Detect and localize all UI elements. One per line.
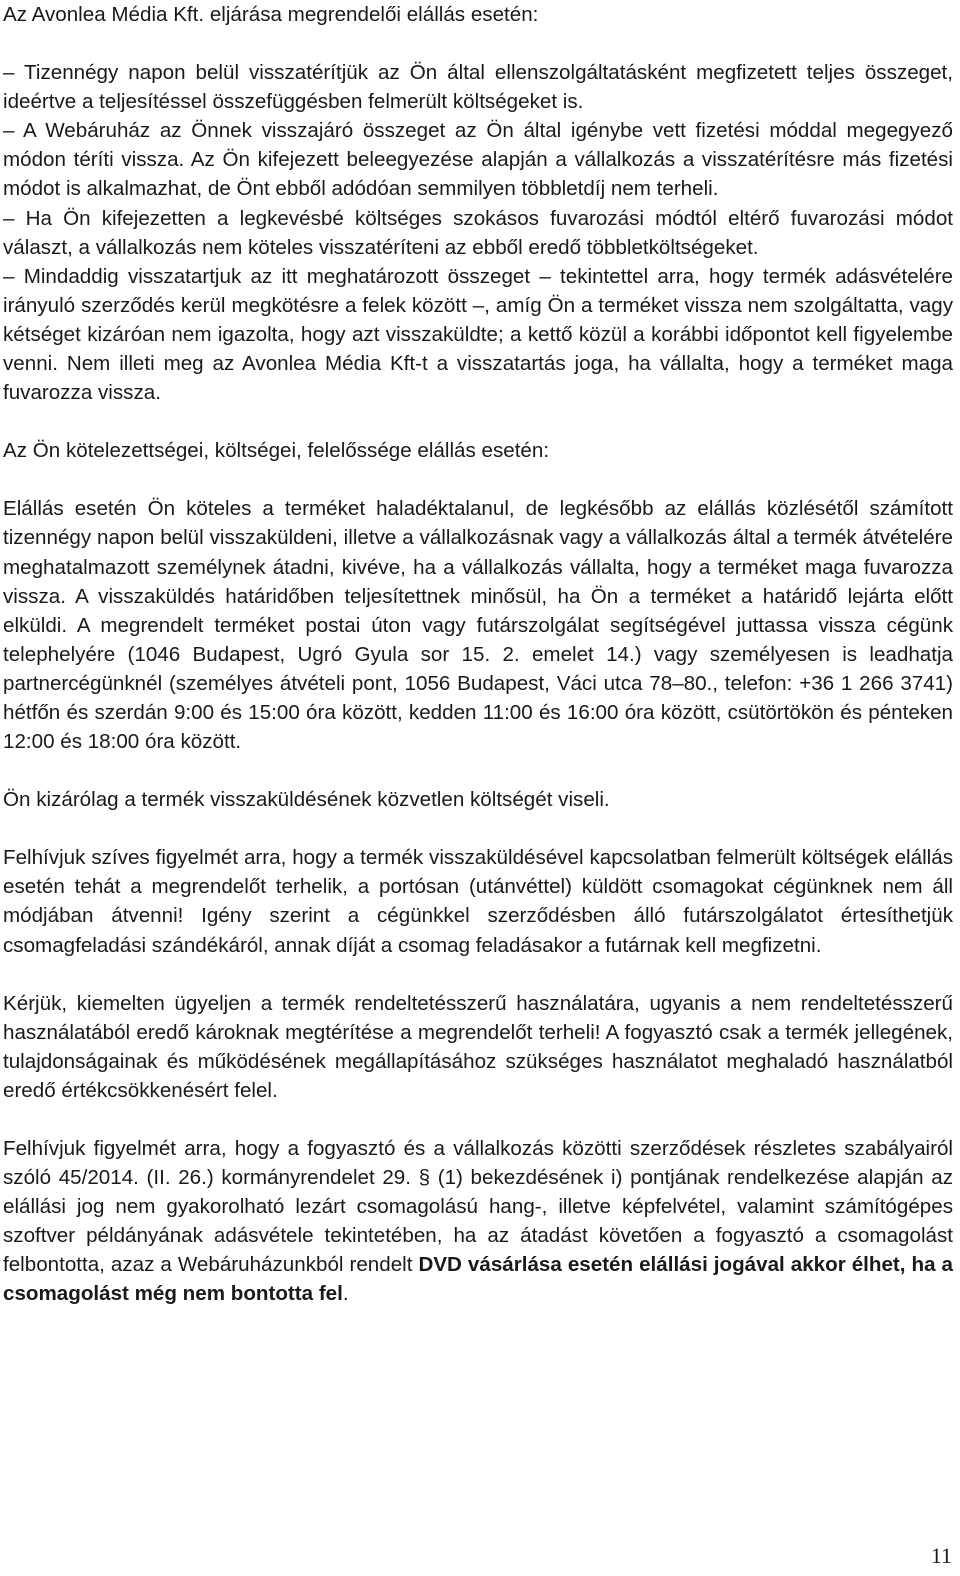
refund-procedure-list	[3, 58, 953, 407]
dvd-exception-text: Felhívjuk figyelmét arra, hogy a fogyasztó és a vállalkozás közötti szerződések részletes szabályairól szóló 45/2014. (II. 26.) kormányrendelet 29. § (1) bekezdésének i) pontjának rendelkezése alapján az elállási jog nem gyakorolható lezárt csomagolású hang-, illetve képfelvétel, valamint számítógépes szoftver példányának adásvétele tekintetében, ha az átadást követően a fogyasztó a csomagolást felbontotta, azaz a Webáruházunkból rendelt	[3, 1137, 953, 1277]
dvd-exception-end: .	[342, 1282, 349, 1306]
bullet-shipping-cost: – Ha Ön kifejezetten a legkevésbé költséges szokásos fuvarozási módtól eltérő fuvarozási módot választ, a vállalkozás nem köteles visszatéríteni az ebből eredő többletköltségeket.	[3, 206, 953, 259]
postage-notice-paragraph: Felhívjuk szíves figyelmét arra, hogy a termék visszaküldésével kapcsolatban felmerült költségek elállás esetén tehát a megrendelőt terhelik, a portósan (utánvéttel) küldött csomagokat cégünknek nem áll módjában átvenni! Igény szerint a cégünkkel szerződésben álló futárszolgálatot értesíthetjük csomagfeladási szándékáról, annak díját a csomag feladásakor a futárnak kell megfizetni.	[3, 846, 953, 957]
intro-line: Az Avonlea Média Kft. eljárása megrendelői elállás esetén:	[3, 3, 539, 26]
obligations-heading: Az Ön kötelezettségei, költségei, felelőssége elállás esetén:	[3, 439, 550, 463]
bullet-retention: – Mindaddig visszatartjuk az itt meghatározott összeget – tekintettel arra, hogy termék adásvételére irányuló szerződés kerül megkötésre a felek között –, amíg Ön a terméket vissza nem szolgáltatta, vagy kétséget kizáróan nem igazolta, hogy azt visszaküldte; a kettő közül a korábbi időpontot kell figyelembe venni. Nem illeti meg az Avonlea Média Kft-t a visszatartás joga, ha vállalta, hogy a terméket maga fuvarozza vissza.	[3, 264, 953, 405]
dvd-exception-paragraph	[3, 1134, 953, 1309]
page-number: 11	[930, 1543, 952, 1568]
direct-cost-paragraph: Ön kizárólag a termék visszaküldésének közvetlen költségét viseli.	[3, 788, 610, 812]
document-page	[3, 0, 953, 1309]
bullet-refund-method: – A Webáruház az Önnek visszajáró összeget az Ön által igénybe vett fizetési móddal megegyező módon téríti vissza. Az Ön kifejezett beleegyezése alapján a vállalkozás a visszatérítésre más fizetési módot is alkalmazhat, de Önt ebből adódóan semmilyen többletdíj nem terheli.	[3, 119, 953, 201]
proper-use-paragraph: Kérjük, kiemelten ügyeljen a termék rendeltetésszerű használatára, ugyanis a nem rendeltetésszerű használatából eredő károknak megtérítése a megrendelőt terheli! A fogyasztó csak a termék jellegének, tulajdonságainak és működésének megállapításához szükséges használatot meghaladó használatból eredő értékcsökkenésért felel.	[3, 991, 953, 1102]
return-instructions-paragraph: Elállás esetén Ön köteles a terméket haladéktalanul, de legkésőbb az elállás közlésétől számított tizennégy napon belül visszaküldeni, illetve a vállalkozásnak vagy a vállalkozás által a termék átvételére meghatalmazott személynek átadni, kivéve, ha a vállalkozás vállalta, hogy a terméket maga fuvarozza vissza. A visszaküldés határidőben teljesítettnek minősül, ha Ön a terméket a határidő lejárta előtt elküldi. A megrendelt terméket postai úton vagy futárszolgálat segítségével juttassa vissza cégünk telephelyére (1046 Budapest, Ugró Gyula sor 15. 2. emelet 14.) vagy személyesen is leadhatja partnercégünknél (személyes átvételi pont, 1056 Budapest, Váci utca 78–80., telefon: +36 1 266 3741) hétfőn és szerdán 9:00 és 15:00 óra között, kedden 11:00 és 16:00 óra között, csütörtökön és pénteken 12:00 és 18:00 óra között.	[3, 497, 953, 754]
bullet-refund-timing: – Tizennégy napon belül visszatérítjük az Ön által ellenszolgáltatásként megfizetett teljes összeget, ideértve a teljesítéssel összefüggésben felmerült költségeket is.	[3, 61, 953, 114]
dvd-exception-bold: DVD vásárlása esetén elállási jogával akkor élhet, ha a csomagolást még nem bontotta fel	[3, 1253, 953, 1306]
